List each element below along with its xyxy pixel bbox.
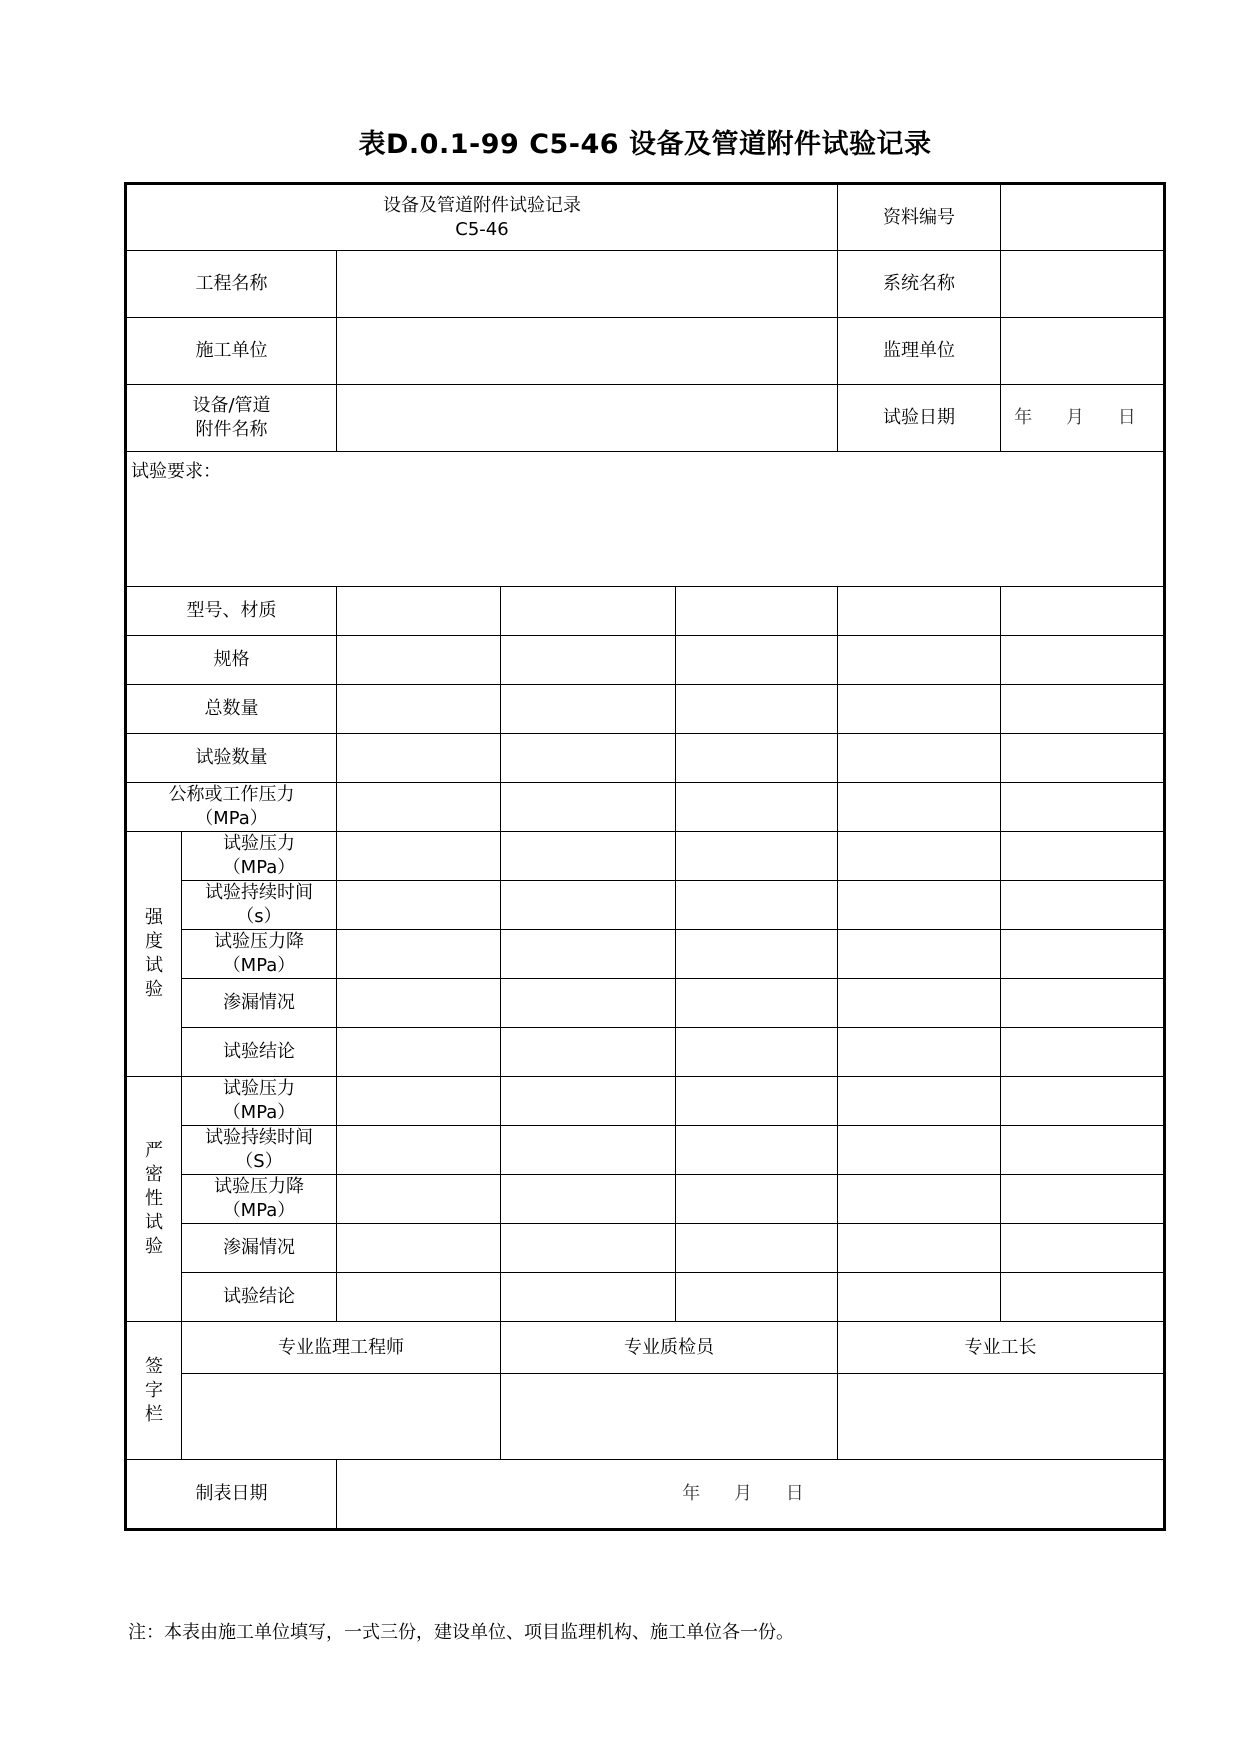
- param-label-line1: 试验持续时间: [205, 882, 313, 903]
- supervisor-label: 监理单位: [838, 318, 1001, 385]
- page-title: 表D.0.1-99 C5-46 设备及管道附件试验记录: [358, 129, 932, 160]
- value-cell[interactable]: [676, 1224, 838, 1273]
- value-cell[interactable]: [676, 1028, 838, 1077]
- param-label-line1: 型号、材质: [186, 600, 277, 621]
- tightness-section: [126, 1077, 1165, 1322]
- requirements-cell[interactable]: [126, 452, 1165, 587]
- value-cell[interactable]: [838, 881, 1001, 930]
- value-cell[interactable]: [337, 1224, 501, 1273]
- value-cell[interactable]: [337, 1077, 501, 1126]
- param-label: [126, 587, 337, 636]
- strength-section: [126, 832, 1165, 1077]
- value-cell[interactable]: [337, 636, 501, 685]
- group-label-char: 试: [145, 1212, 163, 1233]
- param-label-line2: （MPa）: [195, 808, 268, 829]
- value-cell[interactable]: [501, 783, 676, 832]
- value-cell[interactable]: [1001, 587, 1165, 636]
- value-cell[interactable]: [1001, 930, 1165, 979]
- group-label: [126, 1077, 182, 1322]
- group-label-char: 验: [145, 1236, 163, 1257]
- value-cell[interactable]: [1001, 1273, 1165, 1322]
- value-cell[interactable]: [337, 1273, 501, 1322]
- group-label-char: 栏: [145, 1403, 163, 1425]
- param-label: [126, 636, 337, 685]
- value-cell[interactable]: [337, 685, 501, 734]
- value-cell[interactable]: [337, 832, 501, 881]
- param-label-line2: （S）: [235, 1151, 283, 1172]
- table-row: [126, 1273, 1165, 1322]
- value-cell[interactable]: [501, 1028, 676, 1077]
- value-cell[interactable]: [501, 1077, 676, 1126]
- value-cell[interactable]: [676, 979, 838, 1028]
- param-label-line1: 渗漏情况: [223, 1237, 295, 1258]
- param-label-line1: 试验压力: [223, 833, 295, 854]
- value-cell[interactable]: [838, 1273, 1001, 1322]
- param-label-line1: 规格: [213, 649, 250, 670]
- value-cell[interactable]: [337, 587, 501, 636]
- value-cell[interactable]: [501, 1224, 676, 1273]
- value-cell[interactable]: [676, 832, 838, 881]
- form-date-field[interactable]: 年 月 日: [337, 1460, 1165, 1530]
- value-cell[interactable]: [1001, 783, 1165, 832]
- value-cell[interactable]: [1001, 685, 1165, 734]
- value-cell[interactable]: [337, 930, 501, 979]
- param-label: [182, 1175, 337, 1224]
- test-record-table: [124, 182, 1166, 1531]
- param-label-line2: （MPa）: [222, 1200, 296, 1221]
- foreman-label: 专业工长: [838, 1322, 1165, 1374]
- value-cell[interactable]: [501, 1273, 676, 1322]
- param-label-line2: （MPa）: [222, 1102, 296, 1123]
- table-row: [126, 1175, 1165, 1224]
- value-cell[interactable]: [501, 832, 676, 881]
- value-cell[interactable]: [501, 1175, 676, 1224]
- value-cell[interactable]: [838, 685, 1001, 734]
- engineer-signature-field[interactable]: [182, 1374, 501, 1460]
- system-field[interactable]: [1001, 251, 1165, 318]
- value-cell[interactable]: [676, 1126, 838, 1175]
- value-cell[interactable]: [838, 783, 1001, 832]
- table-row: [126, 1126, 1165, 1175]
- test-date-field[interactable]: 年 月 日: [1001, 385, 1165, 452]
- param-label-line1: 渗漏情况: [223, 992, 295, 1013]
- group-label-char: 字: [145, 1379, 163, 1401]
- params-section: [126, 587, 1165, 832]
- form-name: 设备及管道附件试验记录: [383, 194, 581, 216]
- value-cell[interactable]: [501, 685, 676, 734]
- value-cell[interactable]: [1001, 1175, 1165, 1224]
- table-row: [126, 1224, 1165, 1273]
- value-cell[interactable]: [337, 979, 501, 1028]
- value-cell[interactable]: [1001, 979, 1165, 1028]
- value-cell[interactable]: [676, 1077, 838, 1126]
- value-cell[interactable]: [501, 1126, 676, 1175]
- table-row: [126, 636, 1165, 685]
- value-cell[interactable]: [676, 1273, 838, 1322]
- doc-no-field[interactable]: [1001, 184, 1165, 251]
- param-label: [182, 1028, 337, 1077]
- value-cell[interactable]: [337, 1028, 501, 1077]
- param-label: [126, 734, 337, 783]
- device-label: [126, 385, 337, 452]
- value-cell[interactable]: [337, 881, 501, 930]
- param-label-line2: （s）: [236, 906, 282, 927]
- value-cell[interactable]: [337, 1175, 501, 1224]
- value-cell[interactable]: [501, 636, 676, 685]
- param-label-line1: 试验结论: [223, 1041, 295, 1062]
- table-row: [126, 685, 1165, 734]
- table-row: [126, 783, 1165, 832]
- value-cell[interactable]: [838, 587, 1001, 636]
- group-label-char: 密: [145, 1164, 163, 1185]
- table-row: [126, 587, 1165, 636]
- value-cell[interactable]: [501, 979, 676, 1028]
- group-label-char: 严: [145, 1140, 163, 1161]
- value-cell[interactable]: [676, 930, 838, 979]
- footnote: 注：本表由施工单位填写，一式三份，建设单位、项目监理机构、施工单位各一份。: [128, 1622, 794, 1643]
- device-label-line1: 设备/管道: [192, 395, 271, 416]
- project-field[interactable]: [337, 251, 838, 318]
- value-cell[interactable]: [1001, 1224, 1165, 1273]
- value-cell[interactable]: [838, 1077, 1001, 1126]
- param-label-line1: 公称或工作压力: [168, 784, 295, 805]
- table-row: [126, 881, 1165, 930]
- param-label-line1: 试验数量: [195, 747, 268, 768]
- signature-group-label: [126, 1322, 182, 1460]
- requirements-label: 试验要求：: [131, 461, 221, 482]
- group-label: [126, 832, 182, 1077]
- param-label-line1: 总数量: [204, 698, 259, 719]
- value-cell[interactable]: [1001, 636, 1165, 685]
- value-cell[interactable]: [676, 636, 838, 685]
- inspector-label: 专业质检员: [501, 1322, 838, 1374]
- param-label: [182, 1273, 337, 1322]
- group-label-char: 度: [145, 931, 163, 952]
- param-label: [182, 881, 337, 930]
- param-label-line1: 试验压力降: [214, 1176, 304, 1197]
- value-cell[interactable]: [337, 1126, 501, 1175]
- value-cell[interactable]: [838, 734, 1001, 783]
- param-label-line1: 试验压力: [223, 1078, 295, 1099]
- table-row: [126, 930, 1165, 979]
- value-cell[interactable]: [838, 832, 1001, 881]
- value-cell[interactable]: [501, 587, 676, 636]
- table-row: [126, 1028, 1165, 1077]
- value-cell[interactable]: [501, 930, 676, 979]
- value-cell[interactable]: [501, 734, 676, 783]
- value-cell[interactable]: [1001, 734, 1165, 783]
- param-label: [182, 979, 337, 1028]
- value-cell[interactable]: [676, 587, 838, 636]
- group-label-char: 强: [145, 907, 163, 928]
- param-label: [182, 1224, 337, 1273]
- inspector-signature-field[interactable]: [501, 1374, 838, 1460]
- value-cell[interactable]: [838, 930, 1001, 979]
- value-cell[interactable]: [676, 881, 838, 930]
- param-label-line1: 试验压力降: [214, 931, 304, 952]
- value-cell[interactable]: [337, 783, 501, 832]
- value-cell[interactable]: [838, 1028, 1001, 1077]
- value-cell[interactable]: [337, 734, 501, 783]
- value-cell[interactable]: [838, 636, 1001, 685]
- group-label-char: 性: [145, 1188, 163, 1209]
- device-label-line2: 附件名称: [195, 419, 268, 440]
- table-row: [126, 832, 1165, 881]
- param-label: [182, 1077, 337, 1126]
- param-label: [182, 832, 337, 881]
- param-label: [126, 685, 337, 734]
- contractor-field[interactable]: [337, 318, 838, 385]
- table-row: [126, 734, 1165, 783]
- param-label-line1: 试验持续时间: [205, 1127, 313, 1148]
- test-date-label: 试验日期: [838, 385, 1001, 452]
- form-name-cell: [126, 184, 838, 251]
- value-cell[interactable]: [1001, 881, 1165, 930]
- group-label-char: 签: [145, 1355, 163, 1377]
- value-cell[interactable]: [676, 734, 838, 783]
- value-cell[interactable]: [1001, 1028, 1165, 1077]
- value-cell[interactable]: [676, 783, 838, 832]
- table-row: [126, 979, 1165, 1028]
- param-label: [126, 783, 337, 832]
- value-cell[interactable]: [838, 1224, 1001, 1273]
- value-cell[interactable]: [838, 979, 1001, 1028]
- form-code: C5-46: [455, 218, 509, 240]
- table-row: [126, 1077, 1165, 1126]
- group-label-char: 验: [145, 979, 163, 1000]
- value-cell[interactable]: [1001, 1126, 1165, 1175]
- supervisor-field[interactable]: [1001, 318, 1165, 385]
- foreman-signature-field[interactable]: [838, 1374, 1165, 1460]
- value-cell[interactable]: [501, 881, 676, 930]
- value-cell[interactable]: [1001, 832, 1165, 881]
- param-label-line1: 试验结论: [223, 1286, 295, 1307]
- engineer-label: 专业监理工程师: [182, 1322, 501, 1374]
- value-cell[interactable]: [676, 685, 838, 734]
- param-label-line2: （MPa）: [222, 955, 296, 976]
- project-label: 工程名称: [126, 251, 337, 318]
- value-cell[interactable]: [838, 1175, 1001, 1224]
- form-date-label: 制表日期: [126, 1460, 337, 1530]
- group-label-char: 试: [145, 955, 163, 976]
- doc-no-label: 资料编号: [838, 184, 1001, 251]
- value-cell[interactable]: [676, 1175, 838, 1224]
- device-field[interactable]: [337, 385, 838, 452]
- param-label: [182, 930, 337, 979]
- contractor-label: 施工单位: [126, 318, 337, 385]
- param-label-line2: （MPa）: [222, 857, 296, 878]
- system-label: 系统名称: [838, 251, 1001, 318]
- value-cell[interactable]: [838, 1126, 1001, 1175]
- value-cell[interactable]: [1001, 1077, 1165, 1126]
- param-label: [182, 1126, 337, 1175]
